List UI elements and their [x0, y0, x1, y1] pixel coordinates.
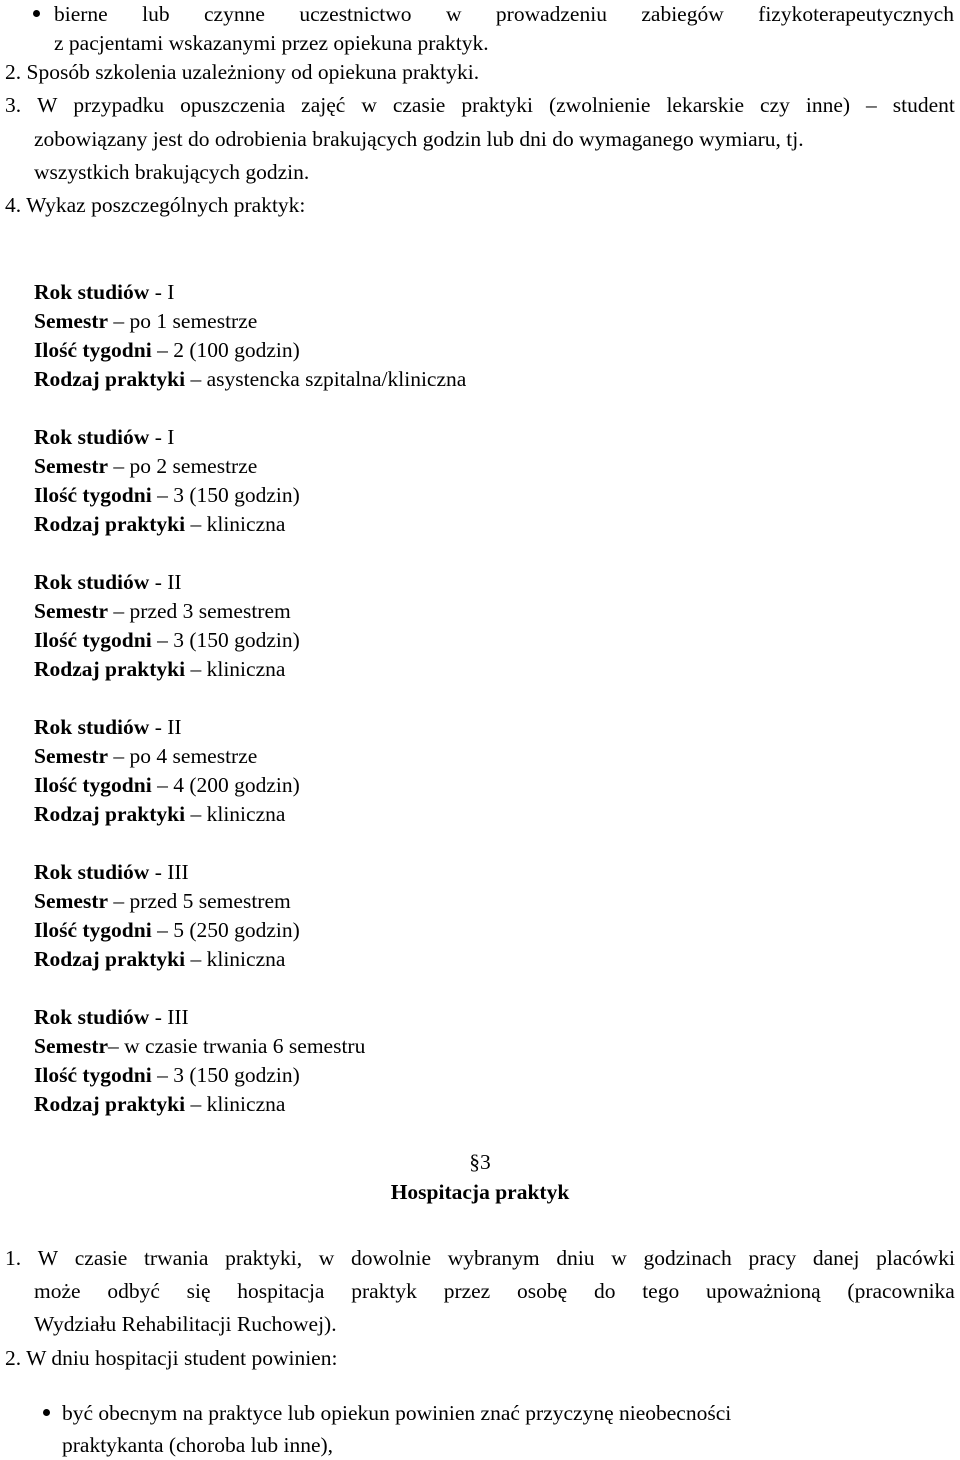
practice-semestr-value: – przed 3 semestrem — [108, 599, 291, 623]
practice-rok-label: Rok studiów — [34, 1005, 150, 1029]
bullet-icon — [43, 1409, 50, 1416]
practice-ilosc-value: – 3 (150 godzin) — [151, 483, 300, 507]
practice-semestr-value: – po 1 semestrze — [108, 309, 258, 333]
practice-ilosc-label: Ilość tygodni — [34, 628, 152, 652]
practice-rok-value: - III — [149, 1005, 189, 1029]
practice-rok-label: Rok studiów — [34, 280, 150, 304]
practice-ilosc-value: – 3 (150 godzin) — [151, 1063, 300, 1087]
practice-rok-label: Rok studiów — [34, 425, 150, 449]
practice-semestr-label: Semestr — [34, 744, 109, 768]
practice-ilosc-line — [34, 336, 300, 364]
practice-rodzaj-line — [34, 945, 285, 973]
practice-rodzaj-label: Rodzaj praktyki — [34, 1092, 186, 1116]
practice-ilosc-line — [34, 1061, 300, 1089]
practice-rodzaj-label: Rodzaj praktyki — [34, 367, 186, 391]
practice-rodzaj-label: Rodzaj praktyki — [34, 657, 186, 681]
practice-semestr-label: Semestr — [34, 1034, 109, 1058]
hosp-item-1-line3: Wydziału Rehabilitacji Ruchowej). — [34, 1312, 337, 1336]
practice-ilosc-value: – 5 (250 godzin) — [151, 918, 300, 942]
practice-rok-line — [34, 423, 174, 451]
section-title-text: Hospitacja praktyk — [390, 1180, 570, 1204]
practice-rok-value: - II — [149, 570, 182, 594]
hosp-bullet-line1: być obecnym na praktyce lub opiekun powinien znać przyczynę nieobecności — [62, 1401, 732, 1425]
practice-ilosc-label: Ilość tygodni — [34, 1063, 152, 1087]
practice-rodzaj-value: – kliniczna — [185, 802, 286, 826]
practice-rok-label: Rok studiów — [34, 715, 150, 739]
practice-rodzaj-line — [34, 365, 466, 393]
practice-rodzaj-label: Rodzaj praktyki — [34, 947, 186, 971]
practice-ilosc-label: Ilość tygodni — [34, 338, 152, 362]
practice-ilosc-line — [34, 626, 300, 654]
practice-semestr-label: Semestr — [34, 889, 109, 913]
practice-semestr-label: Semestr — [34, 454, 109, 478]
intro-item-3-line1: 3. W przypadku opuszczenia zajęć w czasie praktyki (zwolnienie lekarskie czy inne) – student — [5, 93, 955, 117]
practice-rodzaj-line — [34, 800, 285, 828]
practice-semestr-value: – po 4 semestrze — [108, 744, 258, 768]
practice-rok-line — [34, 713, 182, 741]
section-title — [0, 1177, 960, 1207]
practice-semestr-line — [34, 887, 291, 915]
practice-rok-label: Rok studiów — [34, 860, 150, 884]
practice-ilosc-line — [34, 771, 300, 799]
hosp-bullet-line2: praktykanta (choroba lub inne), — [62, 1433, 334, 1457]
practice-semestr-label: Semestr — [34, 309, 109, 333]
intro-item-4: 4. Wykaz poszczególnych praktyk: — [5, 193, 306, 217]
practice-ilosc-label: Ilość tygodni — [34, 773, 152, 797]
practice-semestr-value: – w czasie trwania 6 semestru — [108, 1034, 366, 1058]
practice-rodzaj-value: – kliniczna — [185, 657, 286, 681]
practice-semestr-value: – przed 5 semestrem — [108, 889, 291, 913]
practice-ilosc-line — [34, 481, 300, 509]
practice-ilosc-line — [34, 916, 300, 944]
practice-ilosc-label: Ilość tygodni — [34, 483, 152, 507]
practice-rok-value: - I — [149, 425, 175, 449]
practice-rok-value: - II — [149, 715, 182, 739]
practice-semestr-line — [34, 1032, 365, 1060]
practice-rodzaj-line — [34, 1090, 285, 1118]
practice-rodzaj-value: – kliniczna — [185, 1092, 286, 1116]
practice-ilosc-value: – 3 (150 godzin) — [151, 628, 300, 652]
intro-item-3-line3: wszystkich brakujących godzin. — [34, 160, 310, 184]
practice-semestr-label: Semestr — [34, 599, 109, 623]
hosp-item-2: 2. W dniu hospitacji student powinien: — [5, 1346, 338, 1370]
practice-rodzaj-value: – kliniczna — [185, 512, 286, 536]
hosp-item-1-line1: 1. W czasie trwania praktyki, w dowolnie wybranym dniu w godzinach pracy danej placówki — [5, 1246, 955, 1270]
practice-semestr-value: – po 2 semestrze — [108, 454, 258, 478]
practice-semestr-line — [34, 452, 257, 480]
practice-rodzaj-line — [34, 655, 285, 683]
practice-rodzaj-label: Rodzaj praktyki — [34, 802, 186, 826]
practice-rodzaj-value: – kliniczna — [185, 947, 286, 971]
practice-rok-line — [34, 1003, 189, 1031]
intro-item-3-line2: zobowiązany jest do odrobienia brakujących godzin lub dni do wymaganego wymiaru, tj. — [34, 127, 804, 151]
practice-semestr-line — [34, 307, 257, 335]
practice-rok-value: - I — [149, 280, 175, 304]
section-number: §3 — [469, 1150, 491, 1174]
practice-semestr-line — [34, 742, 257, 770]
bullet-icon — [33, 10, 40, 17]
practice-rodzaj-value: – asystencka szpitalna/kliniczna — [185, 367, 467, 391]
intro-item-2: 2. Sposób szkolenia uzależniony od opiekuna praktyki. — [5, 60, 480, 84]
hosp-item-1-line2: może odbyć się hospitacja praktyk przez osobę do tego upoważnioną (pracownika — [34, 1279, 955, 1303]
practice-rok-line — [34, 568, 182, 596]
practice-ilosc-value: – 2 (100 godzin) — [151, 338, 300, 362]
intro-bullet-line1: bierne lub czynne uczestnictwo w prowadzeniu zabiegów fizykoterapeutycznych — [54, 2, 954, 26]
practice-ilosc-value: – 4 (200 godzin) — [151, 773, 300, 797]
practice-rok-line — [34, 278, 174, 306]
practice-ilosc-label: Ilość tygodni — [34, 918, 152, 942]
practice-semestr-line — [34, 597, 291, 625]
practice-rok-value: - III — [149, 860, 189, 884]
practice-rodzaj-line — [34, 510, 285, 538]
practice-rok-label: Rok studiów — [34, 570, 150, 594]
practice-rodzaj-label: Rodzaj praktyki — [34, 512, 186, 536]
practice-rok-line — [34, 858, 189, 886]
intro-bullet-line2: z pacjentami wskazanymi przez opiekuna praktyk. — [54, 31, 489, 55]
